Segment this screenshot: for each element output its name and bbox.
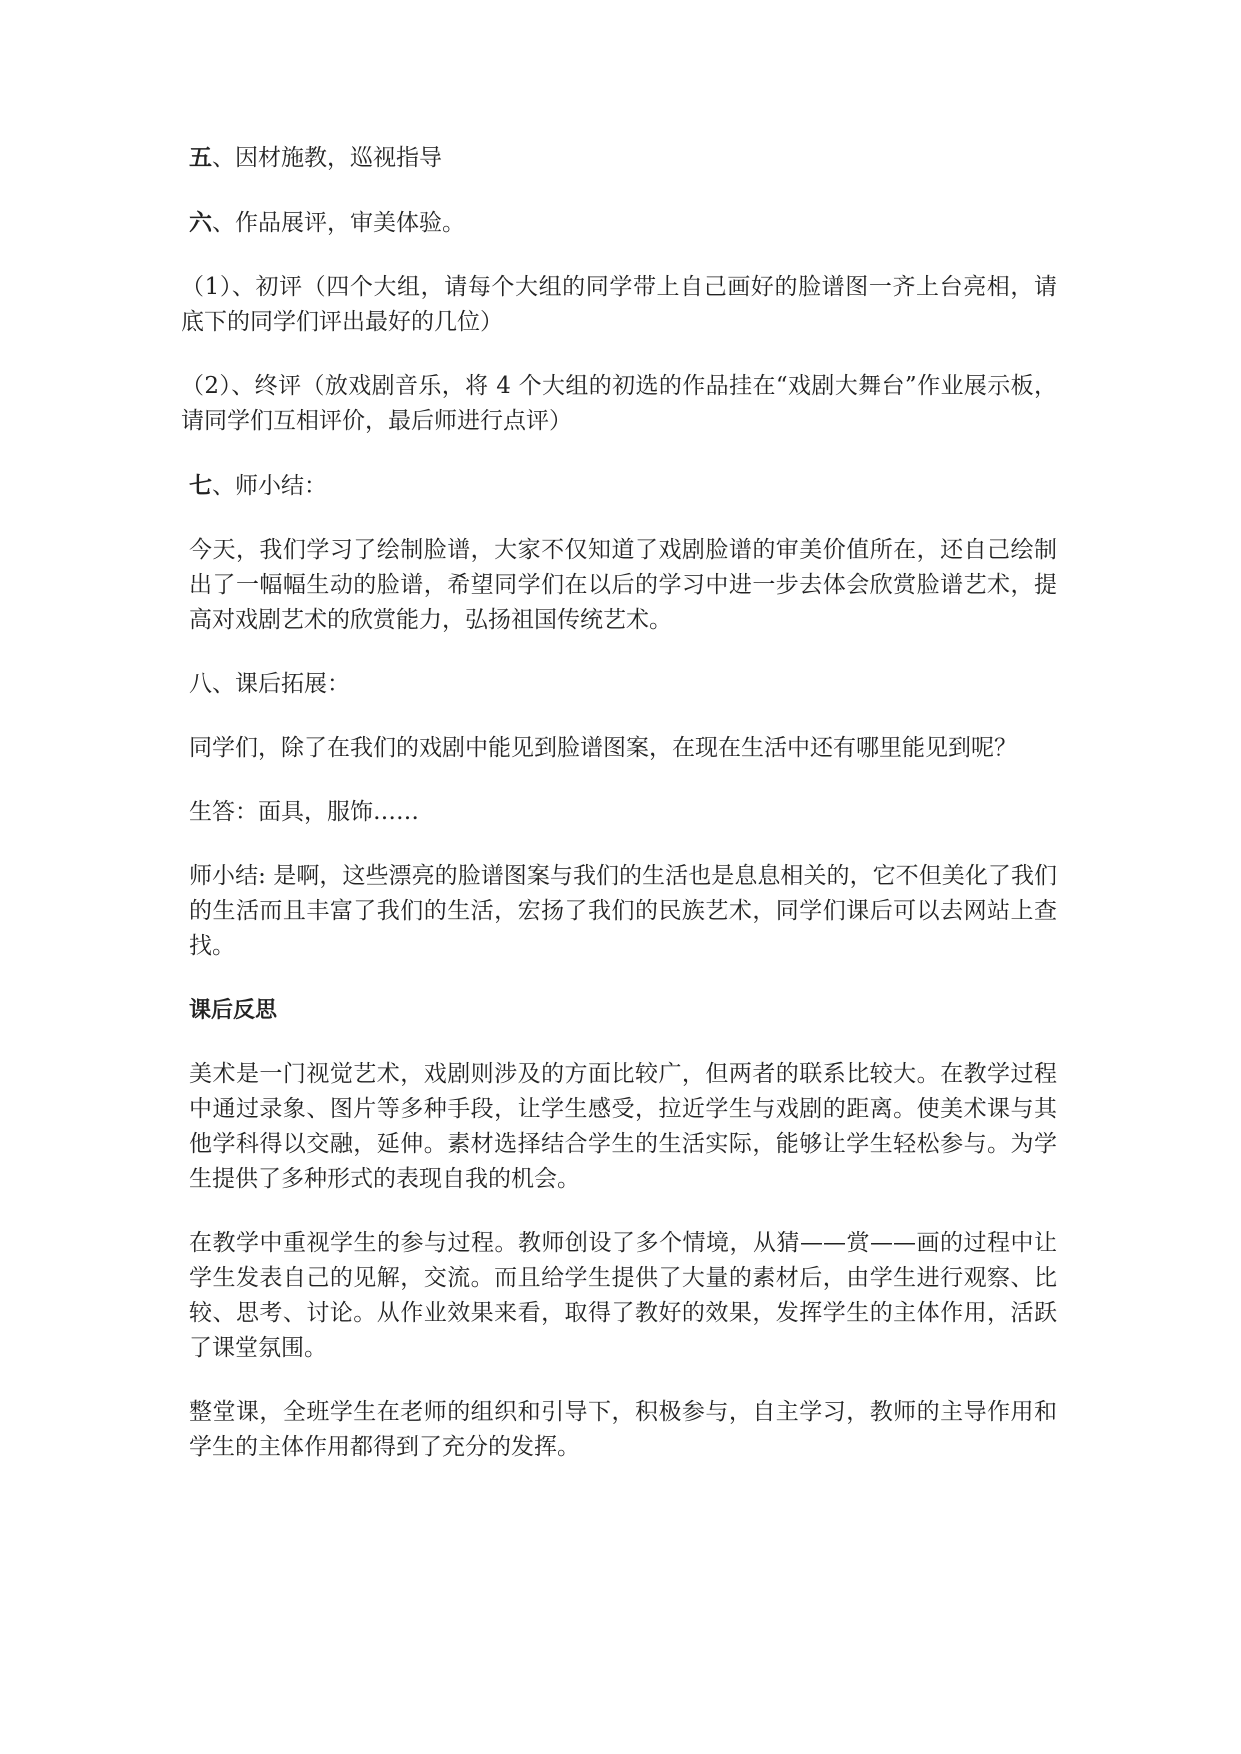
teacher-conclusion: 师小结: 是啊，这些漂亮的脸谱图案与我们的生活也是息息相关的，它不但美化了我们的生活而且丰富了我们的生活，宏扬了我们的民族艺术，同学们课后可以去网站上查找。 bbox=[189, 863, 1057, 959]
section-seven bbox=[189, 468, 1057, 504]
initial-review-paragraph: （1）、初评（四个大组，请每个大组的同学带上自己画好的脸谱图一齐上台亮相，请底下的同学们评出最好的几位） bbox=[181, 274, 1057, 335]
extension-question: 同学们，除了在我们的戏剧中能见到脸谱图案，在现在生活中还有哪里能见到呢？ bbox=[189, 735, 1017, 761]
reflection-paragraph-1: 美术是一门视觉艺术，戏剧则涉及的方面比较广，但两者的联系比较大。在教学过程中通过录象、图片等多种手段，让学生感受，拉近学生与戏剧的距离。使美术课与其他学科得以交融，延伸。素材选择结合学生的生活实际，能够让学生轻松参与。为学生提供了多种形式的表现自我的机会。 bbox=[189, 1061, 1057, 1192]
reflection-heading: 课后反思 bbox=[189, 998, 278, 1023]
reflection-paragraph-2: 在教学中重视学生的参与过程。教师创设了多个情境，从猜——赏——画的过程中让学生发表自己的见解，交流。而且给学生提供了大量的素材后，由学生进行观察、比较、思考、讨论。从作业效果来看，取得了教好的效果，发挥学生的主体作用，活跃了课堂氛围。 bbox=[189, 1230, 1057, 1361]
section-six-text: 、作品展评，审美体验。 bbox=[212, 210, 465, 236]
final-review-paragraph: （2）、终评（放戏剧音乐，将 4 个大组的初选的作品挂在“戏剧大舞台”作业展示板，请同学们互相评价，最后师进行点评） bbox=[181, 373, 1057, 434]
teacher-summary-paragraph: 今天，我们学习了绘制脸谱，大家不仅知道了戏剧脸谱的审美价值所在，还自己绘制出了一幅幅生动的脸谱，希望同学们在以后的学习中进一步去体会欣赏脸谱艺术，提高对戏剧艺术的欣赏能力，弘扬祖国传统艺术。 bbox=[189, 537, 1057, 633]
reflection-paragraph-3: 整堂课，全班学生在老师的组织和引导下，积极参与，自主学习，教师的主导作用和学生的主体作用都得到了充分的发挥。 bbox=[189, 1399, 1057, 1460]
document-body bbox=[181, 140, 1057, 1494]
section-seven-text: 、师小结： bbox=[212, 473, 327, 499]
section-five-number: 五 bbox=[189, 144, 212, 171]
student-answer: 生答：面具，服饰…… bbox=[189, 799, 419, 825]
section-six bbox=[189, 205, 1057, 241]
section-eight: 八、课后拓展： bbox=[189, 671, 350, 697]
section-six-number: 六 bbox=[189, 209, 212, 236]
section-five bbox=[189, 140, 1057, 176]
section-five-text: 、因材施教，巡视指导 bbox=[212, 145, 442, 171]
section-seven-number: 七 bbox=[189, 472, 212, 499]
